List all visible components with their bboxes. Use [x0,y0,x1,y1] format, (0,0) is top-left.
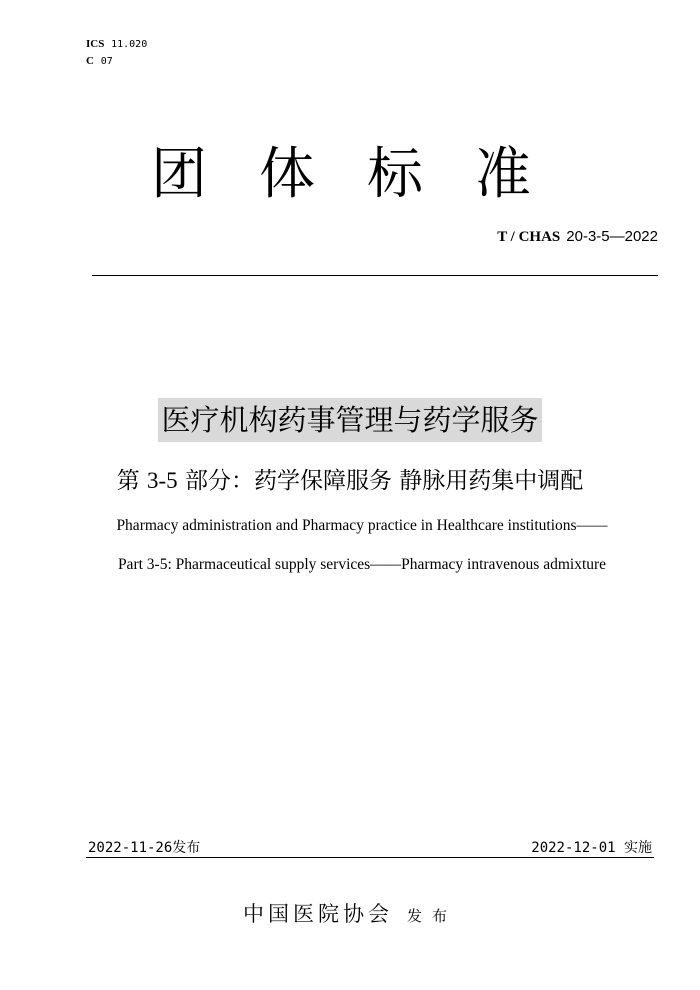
class-value: 07 [100,56,113,67]
ics-label: ICS [86,38,105,50]
standard-code [497,228,658,246]
doc-type-title: 团体标准 [151,142,583,207]
publisher-org: 中国医院协会 [242,902,393,926]
part-prefix: 第 [116,468,140,494]
english-title-line1: Pharmacy administration and Pharmacy practice in Healthcare institutions—— [116,517,608,534]
standard-number: 20-3-5—2022 [566,228,658,245]
class-row [86,53,147,70]
publisher-action: 发布 [406,907,457,925]
ics-value: 11.020 [111,39,148,50]
implement-date-value: 2022-12-01 [531,840,616,856]
header-divider [92,275,658,276]
class-label: C [86,55,94,67]
publish-date-value: 2022-11-26 [88,840,173,856]
date-divider [86,857,654,858]
part-title [0,464,700,498]
part-number: 3-5 [147,468,178,493]
part-rest: 部分：药学保障服务 静脉用药集中调配 [184,468,584,494]
implement-date [531,839,652,857]
implement-label: 实施 [624,840,652,856]
english-title-line2: Part 3-5: Pharmaceutical supply services——Pharmacy intravenous admixture [117,556,607,573]
standard-org: T / CHAS [497,229,561,245]
ics-row [86,36,147,53]
publish-label: 发布 [172,840,201,856]
main-title: 医疗机构药事管理与药学服务 [158,398,541,442]
ics-classification [86,36,147,70]
publish-date [88,839,200,857]
publisher [0,898,700,928]
main-title-wrap [0,398,700,442]
